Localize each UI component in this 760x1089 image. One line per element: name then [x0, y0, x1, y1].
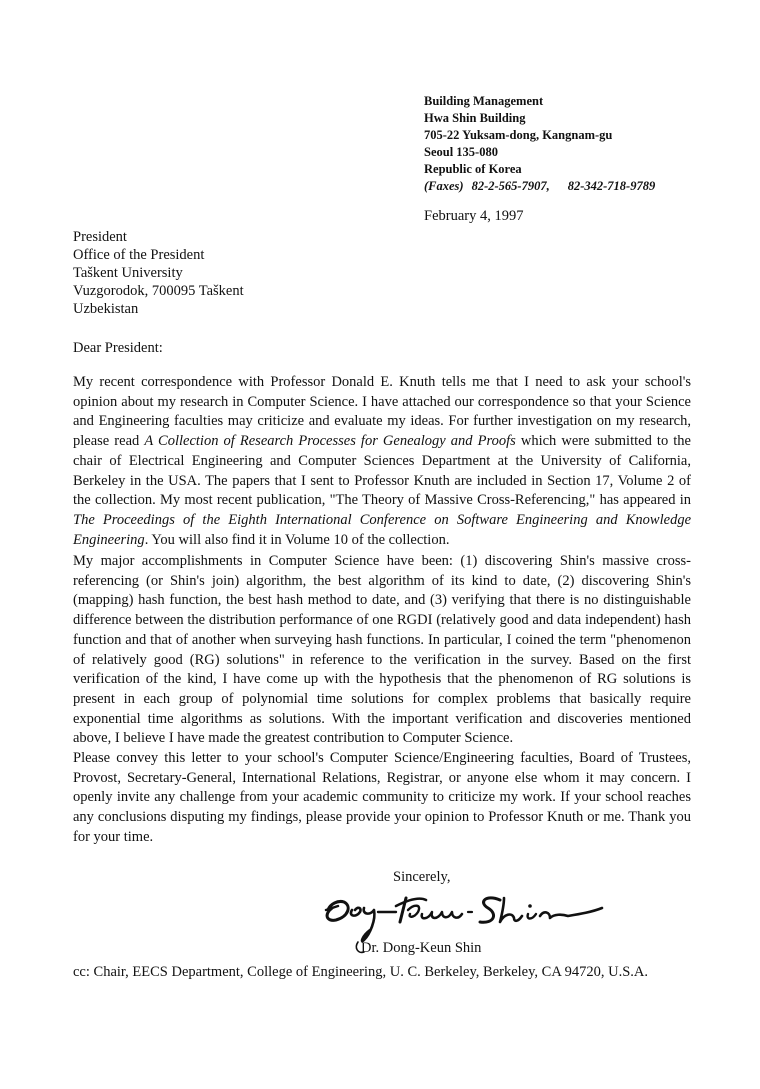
paragraph-text: which were submitted to the chair of Electrical Engineering and Computer Sciences Department at the University of California, Berkeley in the USA. The papers that I sent to Professor Knuth are included in Section 17, Volume 2 of the collection. My most recent publication, "The Theory of Massive Cross-Referencing," has appeared in — [73, 433, 691, 509]
fax-label: (Faxes) — [424, 179, 464, 193]
paragraph-text: My recent correspondence with Professor Donald E. Knuth tells me that I need to ask your school's opinion about my research in Computer Science. I have attached our correspondence so that your Science and Engineering faculties may criticize and evaluate my ideas. For further investigation on my research, please read — [73, 374, 691, 450]
body-paragraph-3: Please convey this letter to your school's Computer Science/Engineering faculties, Board of Trustees, Provost, Secretary-General, International Relations, Registrar, or anyone else whom it may concern. I openly invite any challenge from your academic community to criticize my work. If your school reaches any conclusions disputing my findings, please provide your opinion to Professor Knuth or me. Thank you for your time. — [73, 750, 691, 845]
letter-date: February 4, 1997 — [424, 208, 524, 224]
sender-fax-line — [424, 178, 663, 195]
recipient-line: Vuzgorodok, 700095 Taškent — [73, 283, 244, 299]
recipient-line: President — [73, 229, 127, 245]
sender-line: Seoul 135-080 — [424, 145, 498, 159]
salutation: Dear President: — [73, 340, 163, 356]
collection-title: A Collection of Research Processes for Genealogy and Proofs — [144, 433, 516, 450]
cc-line: cc: Chair, EECS Department, College of Engineering, U. C. Berkeley, Berkeley, CA 94720, U.S.A. — [73, 964, 649, 980]
signer-name: Dr. Dong-Keun Shin — [361, 940, 482, 956]
body-paragraph-2: My major accomplishments in Computer Science have been: (1) discovering Shin's massive cross-referencing (or Shin's join) algorithm, the best algorithm of its kind to date, (2) discovering Shin's (mapping) hash function, the best hash method to date, and (3) verifying that there is no distinguishable difference between the distribution performance of one RGDI (relatively good and data independent) hash function and that of another when surveying hash functions. In particular, I coined the term "phenomenon of relatively good (RG) solutions" in reference to the verification in the survey. Based on the first verification of the kind, I have come up with the hypothesis that the phenomenon of RG solutions is present in each group of polynomial time solutions for complex problems that basically require exponential time algorithms as solutions. With the important verification and discoveries mentioned above, I believe I have made the greatest contribution to Computer Science. — [73, 553, 691, 747]
sender-address-block — [424, 93, 663, 195]
fax-number-1: 82-2-565-7907, — [471, 179, 550, 193]
sender-line: 705-22 Yuksam-dong, Kangnam-gu — [424, 128, 613, 142]
body-paragraph-1 — [73, 373, 691, 550]
fax-number-2: 82-342-718-9789 — [567, 179, 656, 193]
recipient-line: Office of the President — [73, 247, 205, 263]
paragraph-text: . You will also find it in Volume 10 of the collection. — [144, 531, 450, 548]
sender-line: Republic of Korea — [424, 162, 522, 176]
proceedings-title: The Proceedings of the Eighth International Conference on Software Engineering and Knowledge Engineering — [73, 511, 691, 548]
sender-line: Hwa Shin Building — [424, 111, 526, 125]
recipient-line: Taškent University — [73, 265, 183, 281]
recipient-address-block — [73, 228, 244, 318]
recipient-line: Uzbekistan — [73, 301, 139, 317]
closing: Sincerely, — [393, 869, 451, 885]
sender-line: Building Management — [424, 94, 544, 108]
